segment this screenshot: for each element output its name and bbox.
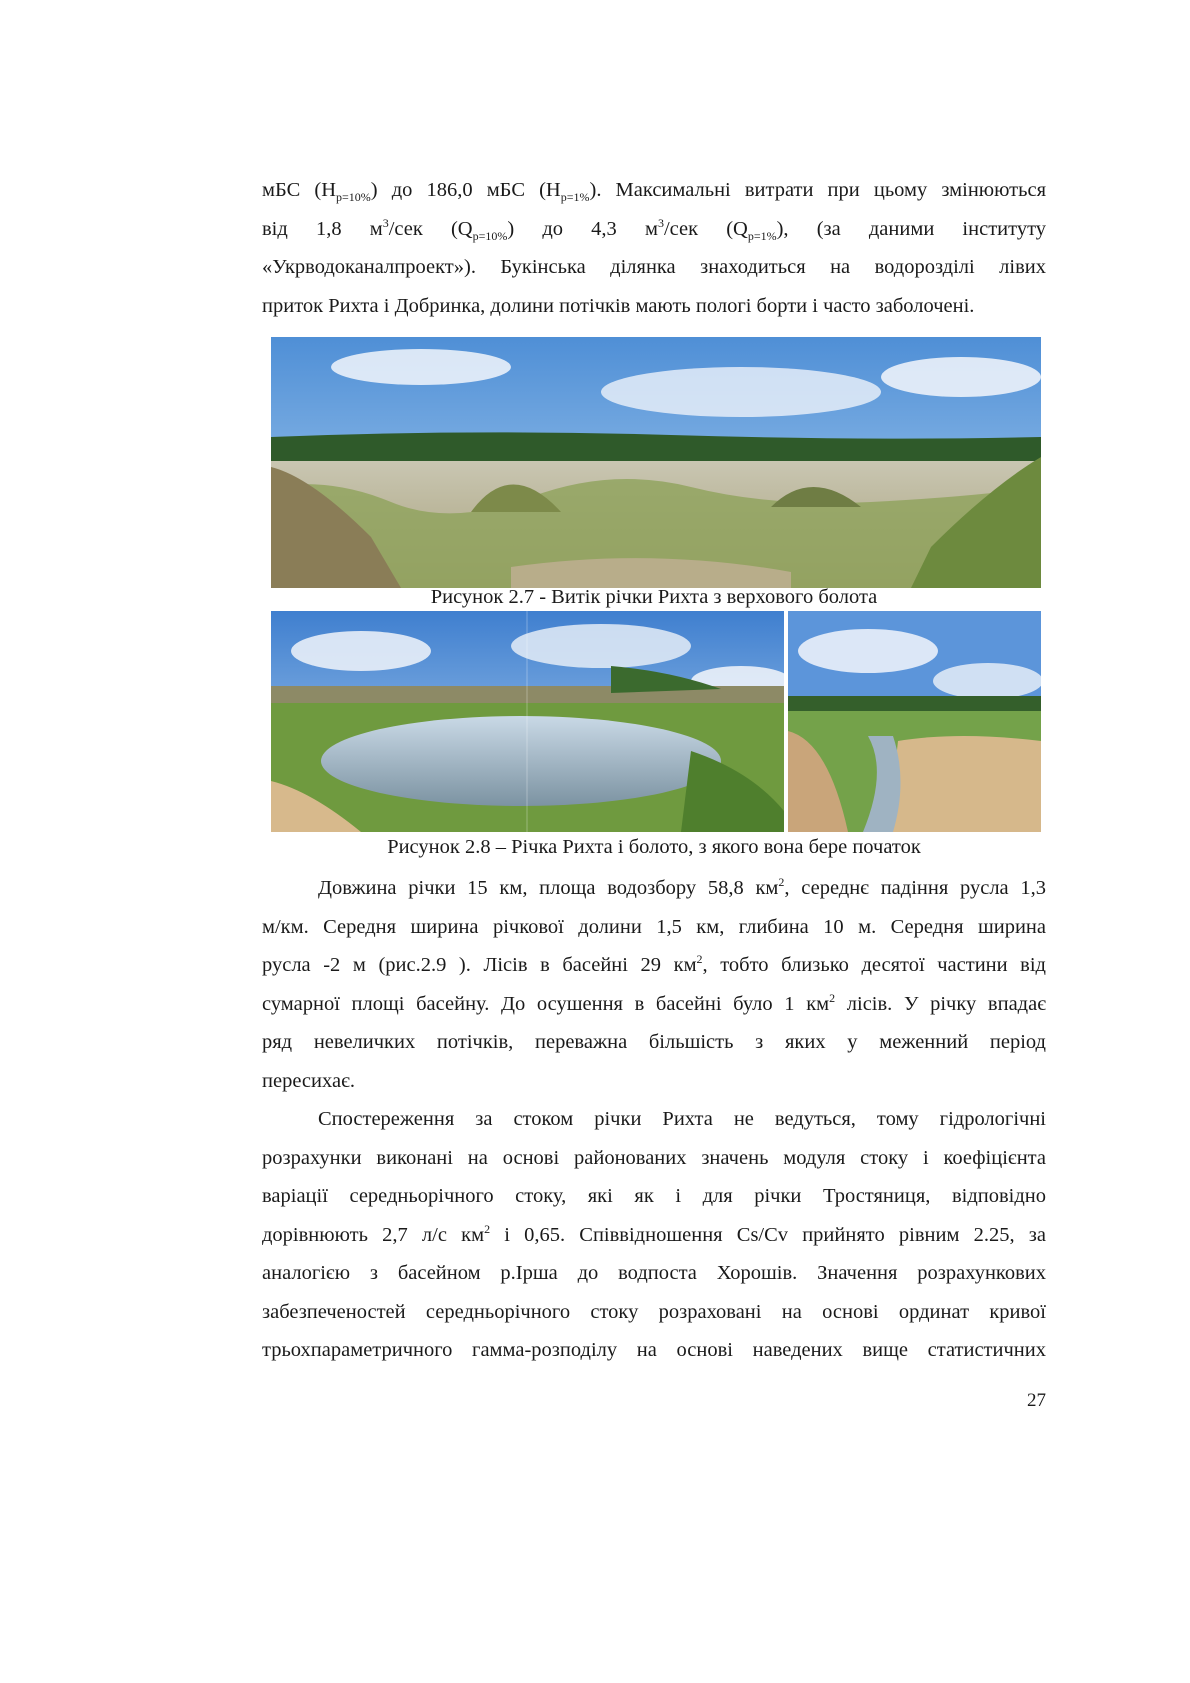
figure-2-8-photo-river bbox=[788, 611, 1041, 832]
figure-2-7-caption: Рисунок 2.7 - Витік річки Рихта з верхового болота bbox=[430, 586, 878, 608]
text-line: трьохпараметричного гамма-розподілу на основі наведених вище статистичних bbox=[262, 1339, 1046, 1361]
figure-2-8-photo-swamp bbox=[271, 611, 784, 832]
text-line: русла -2 м (рис.2.9 ). Лісів в басейні 29 $км^2$, тобто близько десятої частини від bbox=[262, 952, 1046, 976]
text-line: варіації середньорічного стоку, які як і для річки Тростяниця, відповідно bbox=[262, 1185, 1046, 1207]
text-line: Спостереження за стоком річки Рихта не ведуться, тому гідрологічні bbox=[318, 1108, 1046, 1130]
text-line: від 1,8 $м^3$/сек $(Q_{р=10\%})$ до 4,3 $м^3$/сек $(Q_{р=1\%})$, (за даними інституту bbox=[262, 215, 1047, 243]
text-line: дорівнюють 2,7 л/с $км^2$ і 0,65. Співвідношення Cs/Cv прийнято рівним 2.25, за bbox=[262, 1221, 1046, 1246]
figure-2-7-photo bbox=[271, 337, 1041, 588]
text-line: Довжина річки 15 км, площа водозбору 58,8 $км^2$, середнє падіння русла 1,3 bbox=[318, 875, 1046, 899]
text-line: м/км. Середня ширина річкової долини 1,5 км, глибина 10 м. Середня ширина bbox=[262, 915, 1046, 938]
text-line: пересихає. bbox=[262, 1069, 356, 1092]
paragraph-top bbox=[262, 171, 1046, 325]
text-line: розрахунки виконані на основі районованих значень модуля стоку і коефіцієнта bbox=[262, 1146, 1046, 1169]
text-line: аналогією з басейном р.Ірша до водпоста Хорошів. Значення розрахункових bbox=[262, 1262, 1046, 1284]
text-line: ряд невеличких потічків, переважна більшість з яких у меженний період bbox=[262, 1031, 1046, 1053]
paragraph-observations bbox=[262, 1100, 1046, 1370]
figure-2-8-caption: Рисунок 2.8 – Річка Рихта і болото, з якого вона бере початок bbox=[387, 836, 921, 858]
text-line: «Укрводоканалпроект»). Букінська ділянка знаходиться на водорозділі лівих bbox=[262, 256, 1046, 278]
page-number: 27 bbox=[1027, 1390, 1046, 1411]
text-line: приток Рихта і Добринка, долини потічків мають пологі борти і часто заболочені. bbox=[262, 294, 975, 317]
text-line: сумарної площі басейну. До осушення в басейні було 1 $км^2$ лісів. У річку впадає bbox=[262, 990, 1046, 1015]
text-line: мБС $(Н_{р=10\%})$ до 186,0 мБС $(Н_{р=1\%})$. Максимальні витрати при цьому змінюються bbox=[262, 179, 1046, 205]
text-line: забезпеченостей середньорічного стоку розраховані на основі ординат кривої bbox=[262, 1300, 1046, 1323]
paragraph-river-length bbox=[262, 869, 1046, 1100]
